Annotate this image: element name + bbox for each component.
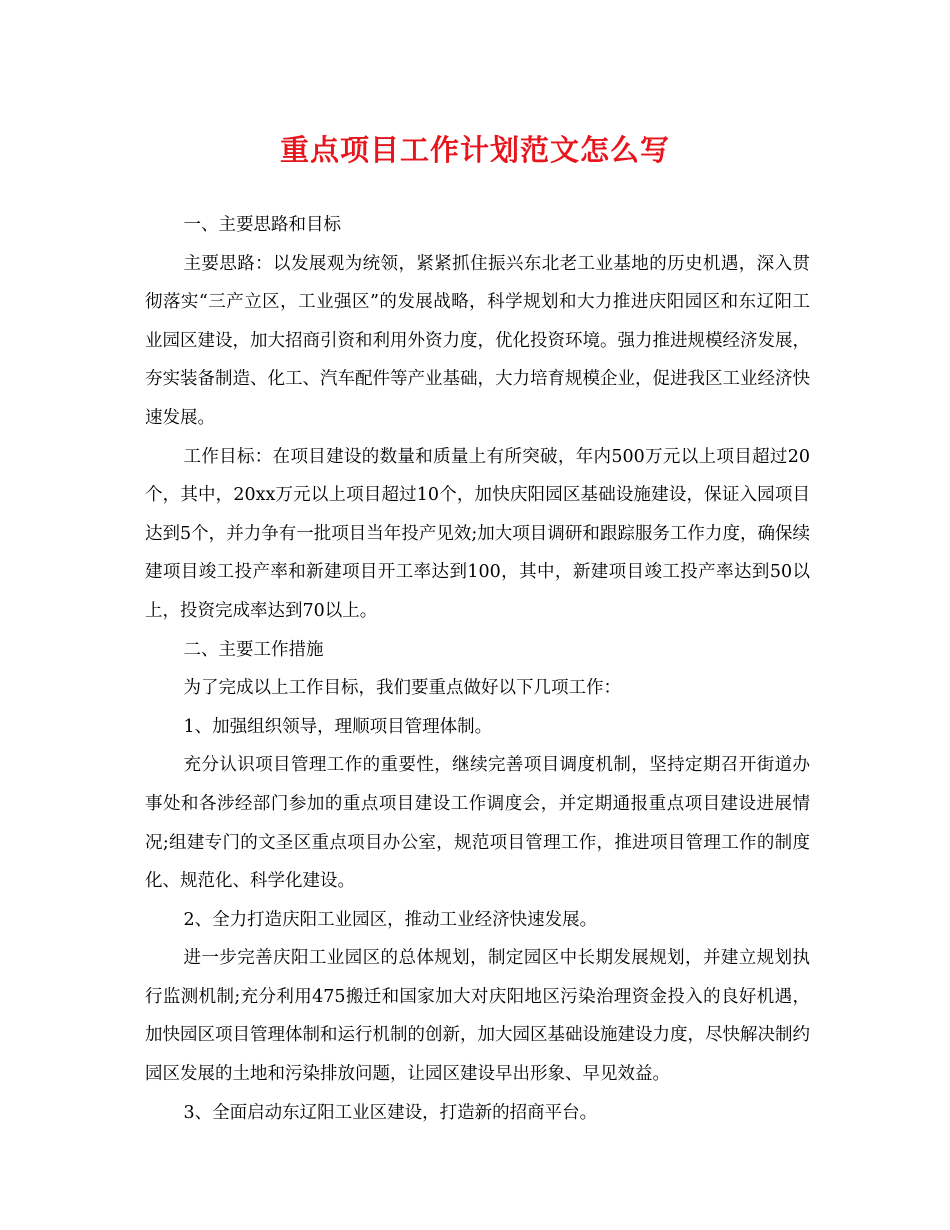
section-heading-2: 二、主要工作措施 [183, 639, 324, 660]
paragraph-item-2: 进一步完善庆阳工业园区的总体规划，制定园区中长期发展规划，并建立规划执行监测机制;充分利用475搬迁和国家加大对庆阳地区污染治理资金投入的良好机遇，加快园区项目管理体制和运行机制的创新，加大园区基础设施建设力度，尽快解决制约园区发展的土地和污染排放问题，让园区建设早出形象、早见效益。 [145, 948, 810, 1085]
paragraph-main-ideas: 主要思路：以发展观为统领，紧紧抓住振兴东北老工业基地的历史机遇，深入贯彻落实“三产立区，工业强区”的发展战略，科学规划和大力推进庆阳园区和东辽阳工业园区建设，加大招商引资和利用外资力度，优化投资环境。强力推进规模经济发展，夯实装备制造、化工、汽车配件等产业基础，大力培育规模企业，促进我区工业经济快速发展。 [145, 253, 810, 428]
paragraph-work-goals: 工作目标：在项目建设的数量和质量上有所突破，年内500万元以上项目超过20个，其中，20xx万元以上项目超过10个，加快庆阳园区基础设施建设，保证入园项目达到5个，并力争有一批项目当年投产见效;加大项目调研和跟踪服务工作力度，确保续建项目竣工投产率和新建项目开工率达到100，其中，新建项目竣工投产率达到50以上，投资完成率达到70以上。 [145, 446, 810, 621]
list-item-heading-1: 1、加强组织领导，理顺项目管理体制。 [183, 716, 493, 737]
paragraph-item-1: 充分认识项目管理工作的重要性，继续完善项目调度机制，坚持定期召开街道办事处和各涉经部门参加的重点项目建设工作调度会，并定期通报重点项目建设进展情况;组建专门的文圣区重点项目办公室，规范项目管理工作，推进项目管理工作的制度化、规范化、科学化建设。 [145, 755, 810, 892]
paragraph-intro: 为了完成以上工作目标，我们要重点做好以下几项工作： [183, 678, 621, 699]
section-heading-1: 一、主要思路和目标 [183, 215, 341, 235]
document-body [145, 206, 810, 1132]
document-title: 重点项目工作计划范文怎么写 [279, 133, 670, 167]
list-item-heading-2: 2、全力打造庆阳工业园区，推动工业经济快速发展。 [183, 909, 598, 930]
list-item-heading-3: 3、全面启动东辽阳工业区建设，打造新的招商平台。 [183, 1102, 598, 1123]
